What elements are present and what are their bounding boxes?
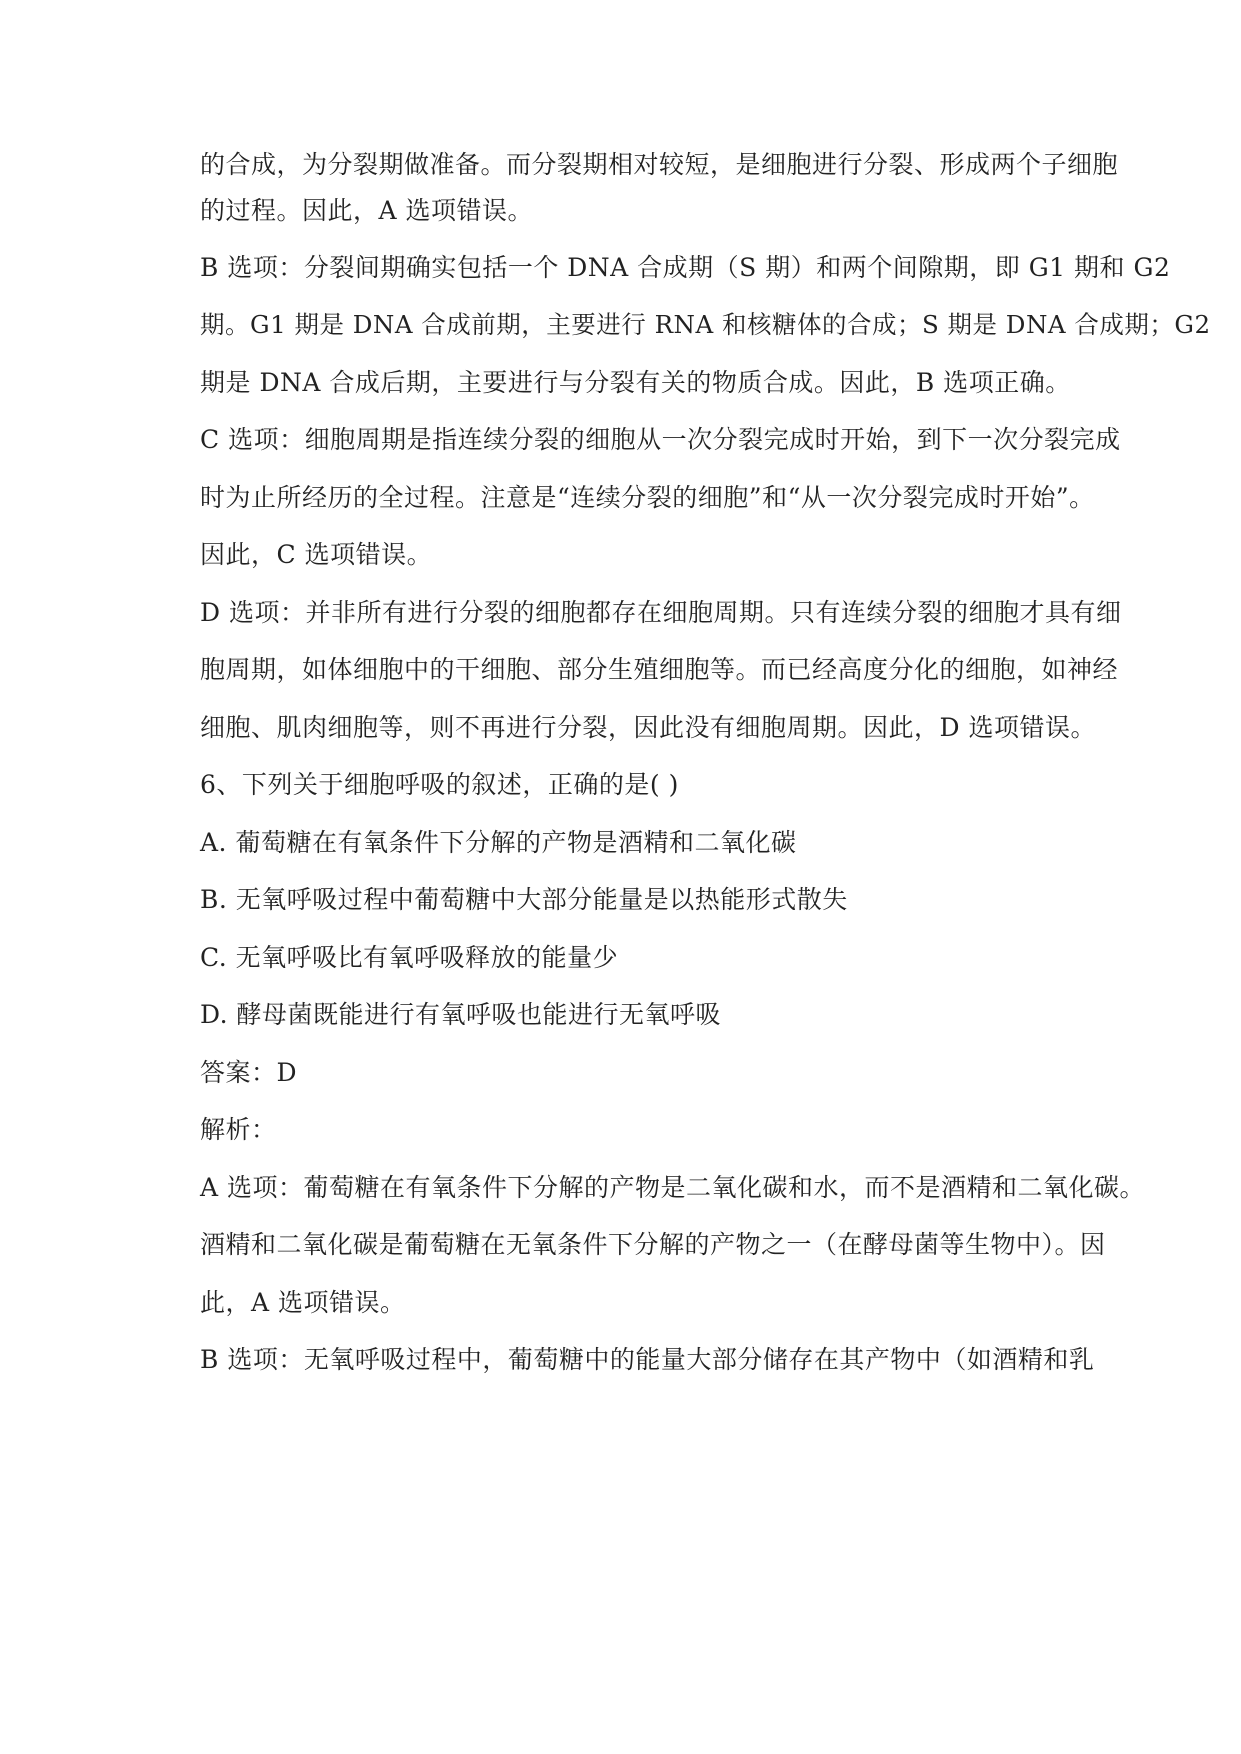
question-title: 6、下列关于细胞呼吸的叙述，正确的是( ) [200,770,679,799]
text-line: 细胞、肌肉细胞等，则不再进行分裂，因此没有细胞周期。因此，D 选项错误。 [200,713,1096,742]
text-line: B 选项：无氧呼吸过程中，葡萄糖中的能量大部分储存在其产物中（如酒精和乳 [200,1345,1095,1374]
option-b: B. 无氧呼吸过程中葡萄糖中大部分能量是以热能形式散失 [200,885,848,914]
text-line: 因此，C 选项错误。 [200,540,433,569]
answer: 答案：D [200,1058,298,1087]
text-line: 期。G1 期是 DNA 合成前期，主要进行 RNA 和核糖体的合成；S 期是 DNA 合成期；G2 [200,310,1211,339]
text-line: 的过程。因此，A 选项错误。 [200,196,534,225]
text-line: B 选项：分裂间期确实包括一个 DNA 合成期（S 期）和两个间隙期，即 G1 期和 G2 [200,253,1171,282]
text-line: 时为止所经历的全过程。注意是“连续分裂的细胞”和“从一次分裂完成时开始”。 [200,483,1095,512]
text-line: 的合成，为分裂期做准备。而分裂期相对较短，是细胞进行分裂、形成两个子细胞 [200,150,1119,179]
text-line: A 选项：葡萄糖在有氧条件下分解的产物是二氧化碳和水，而不是酒精和二氧化碳。 [200,1173,1146,1202]
option-d: D. 酵母菌既能进行有氧呼吸也能进行无氧呼吸 [200,1000,722,1029]
text-line: D 选项：并非所有进行分裂的细胞都存在细胞周期。只有连续分裂的细胞才具有细 [200,598,1122,627]
text-line: 期是 DNA 合成后期，主要进行与分裂有关的物质合成。因此，B 选项正确。 [200,368,1071,397]
text-line: 酒精和二氧化碳是葡萄糖在无氧条件下分解的产物之一（在酵母菌等生物中）。因 [200,1230,1106,1259]
option-c: C. 无氧呼吸比有氧呼吸释放的能量少 [200,943,619,972]
option-a: A. 葡萄糖在有氧条件下分解的产物是酒精和二氧化碳 [200,828,797,857]
text-line: C 选项：细胞周期是指连续分裂的细胞从一次分裂完成时开始，到下一次分裂完成 [200,425,1121,454]
analysis-heading: 解析： [200,1115,277,1144]
text-line: 胞周期，如体细胞中的干细胞、部分生殖细胞等。而已经高度分化的细胞，如神经 [200,655,1119,684]
text-line: 此，A 选项错误。 [200,1288,406,1317]
